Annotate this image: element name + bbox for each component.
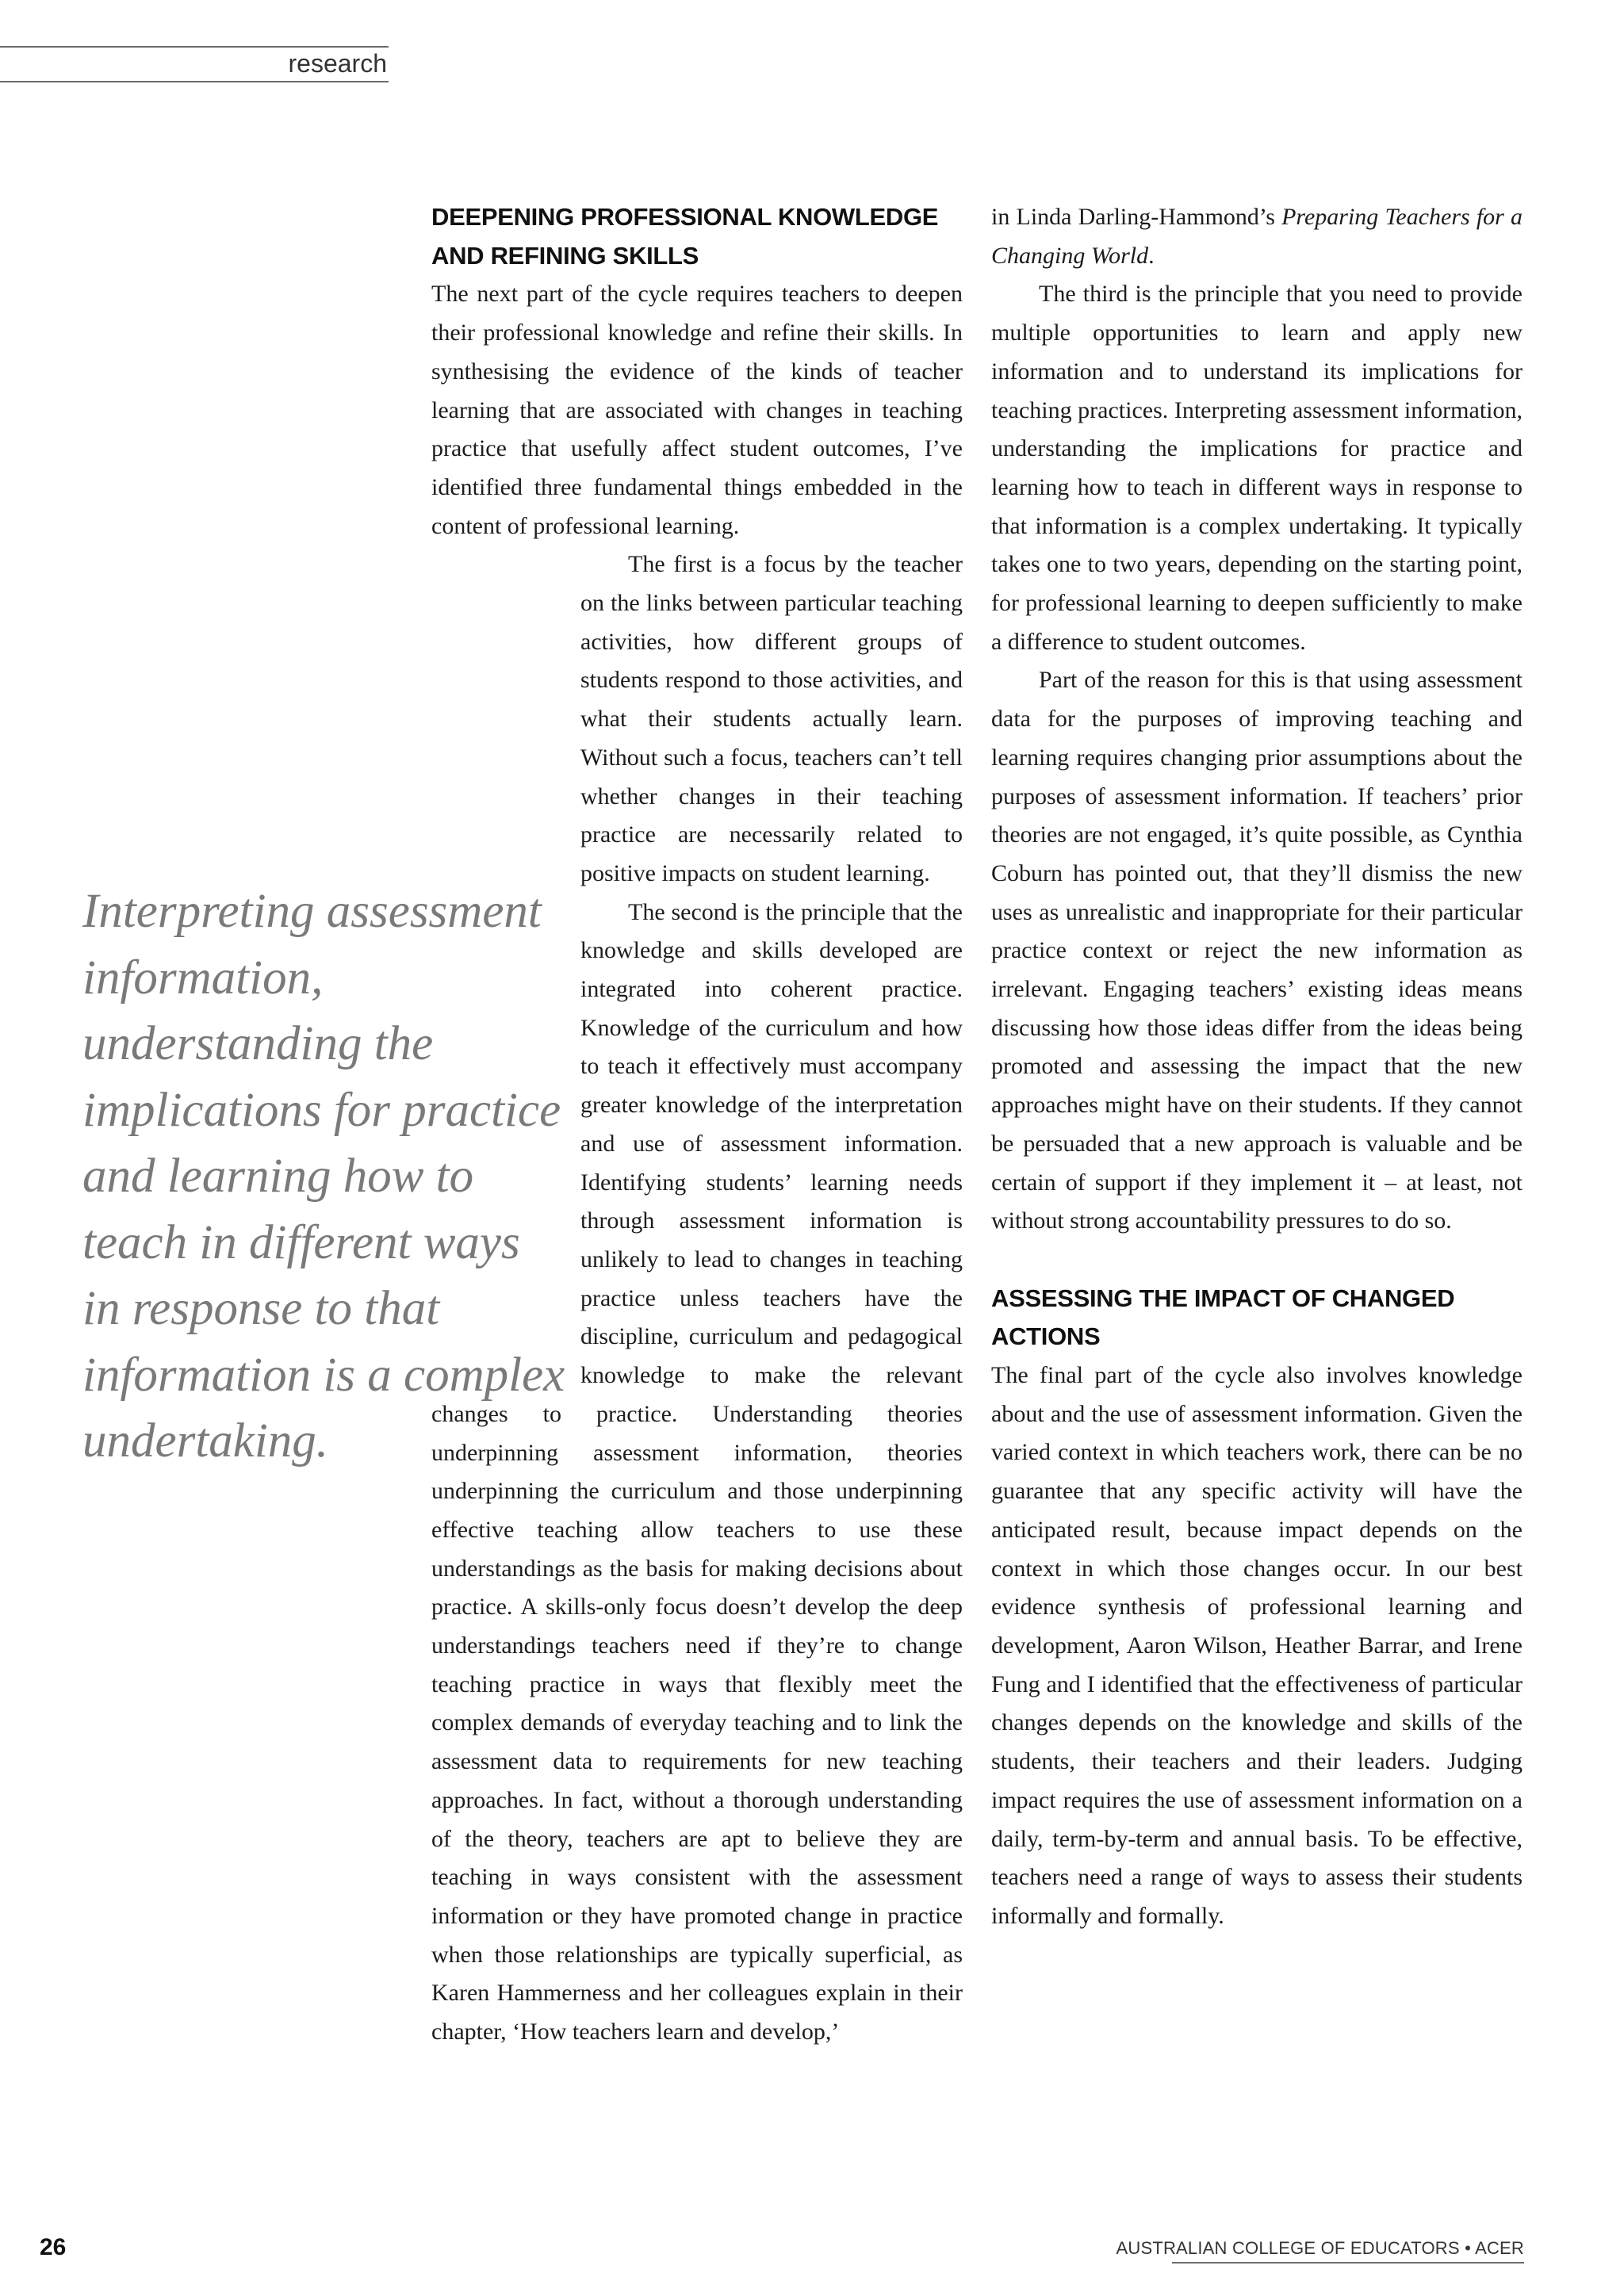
pull-quote-line: and learning how to xyxy=(82,1150,474,1203)
section-heading-assessing: ASSESSING THE IMPACT OF CHANGED ACTIONS xyxy=(991,1284,1455,1351)
body-paragraph: The third is the principle that you need to provide multiple opportunities to learn and apply new information and to understand its implications for teaching practices. Interpreting assessment information, understanding the implications for practice and learning how to teach in different ways in response to that information is a complex undertaking. It typically takes one to two years, depending on the starting point, for professional learning to deepen sufficiently to make a difference to student outcomes. xyxy=(991,281,1522,655)
pull-quote-line: undertaking. xyxy=(82,1414,329,1468)
body-paragraph-text: The first is a focus by the teacher on the links between particular teaching activities, how different groups of students respond to those activities, and what their students actually learn. Without such a focus, teachers can’t tell whether changes in their teaching practice are necessarily related to positive impacts on student learning. xyxy=(580,551,963,886)
section-heading-deepening: DEEPENING PROFESSIONAL KNOWLEDGE AND REFINING SKILLS xyxy=(431,203,939,270)
pull-quote-line: information, xyxy=(82,951,324,1004)
publication-name: AUSTRALIAN COLLEGE OF EDUCATORS • ACER xyxy=(1116,2238,1524,2258)
pull-quote-line: teach in different ways xyxy=(82,1215,520,1269)
body-paragraph: The final part of the cycle also involves knowledge about and the use of assessment information. Given the varied context in which teachers work, there can be no guarantee that any specific activity will have the anticipated result, because impact depends on the context in which those changes occur. In our best evidence synthesis of professional learning and development, Aaron Wilson, Heather Barrar, and Irene Fung and I identified that the effectiveness of particular changes depends on the knowledge and skills of the students, their teachers and their leaders. Judging impact requires the use of assessment information on a daily, term-by-term and annual basis. To be effective, teachers need a range of ways to assess their students informally and formally. xyxy=(991,1362,1522,1929)
pull-quote-line: Interpreting assessment xyxy=(82,885,542,938)
body-paragraph: The second is the principle that the knowledge and skills developed are integrated into coherent practice. Knowledge of the curriculum and how to teach it effectively must accompany greater knowledge of the interpretation and use of assessment information. Identifying students’ learning needs through assessment information is unlikely to lead to changes in teaching practice unless teachers have the discipline, curriculum and pedagogical knowledge to make the relevant changes to practice. Understanding theories underpinning assessment information, theories underpinning the curriculum and those underpinning effective teaching allow teachers to use these understandings as the basis for making decisions about practice. A skills-only focus doesn’t develop the deep understandings teachers need if they’re to change teaching practice in ways that flexibly meet the complex demands of everyday teaching and to link the assessment data to requirements for new teaching approaches. In fact, without a thorough understanding of the theory, teachers are apt to believe they are teaching in ways consistent with the assessment information or they have promoted change in practice when those relationships are typically superficial, as Karen Hammerness and her colleagues explain in their chapter, ‘How teachers learn and develop,’ xyxy=(431,898,963,2045)
pull-quote-line: implications for practice xyxy=(82,1083,561,1137)
body-paragraph-continuation xyxy=(991,198,1522,275)
body-paragraph: The next part of the cycle requires teachers to deepen their professional knowledge and refine their skills. In synthesising the evidence of the kinds of teacher learning that are associated with changes in teaching practice that usefully affect student outcomes, I’ve identified three fundamental things embedded in the content of professional learning. xyxy=(431,281,963,539)
page-number: 26 xyxy=(40,2234,67,2260)
article-column-right xyxy=(991,198,1522,1936)
continuation-text: in Linda Darling-Hammond’s xyxy=(991,204,1282,230)
footer-rule xyxy=(1172,2262,1524,2263)
body-paragraph: Part of the reason for this is that using assessment data for the purposes of improving teaching and learning requires changing prior assumptions about the purposes of assessment information. If teachers’ prior theories are not engaged, it’s quite possible, as Cynthia Coburn has pointed out, that they’ll dismiss the new uses as unrealistic and inappropriate for their particular practice context or reject the new information as irrelevant. Engaging teachers’ existing ideas means discussing how those ideas differ from the ideas being promoted and assessing the impact that the new approaches might have on their students. If they cannot be persuaded that a new approach is valuable and be certain of support if they implement it – at least, not without strong accountability pressures to do so. xyxy=(991,667,1522,1234)
section-label: research xyxy=(288,49,387,78)
header-rule-top xyxy=(0,46,389,48)
book-title: Preparing Teachers for a Changing World xyxy=(991,204,1522,269)
pull-quote xyxy=(82,878,565,1475)
header-rule-bottom xyxy=(0,81,389,82)
continuation-suffix: . xyxy=(1148,242,1155,269)
pull-quote-line: understanding the xyxy=(82,1017,434,1070)
body-paragraph xyxy=(431,545,963,893)
pull-quote-line: information is a complex xyxy=(82,1348,565,1402)
pull-quote-line: in response to that xyxy=(82,1282,440,1335)
